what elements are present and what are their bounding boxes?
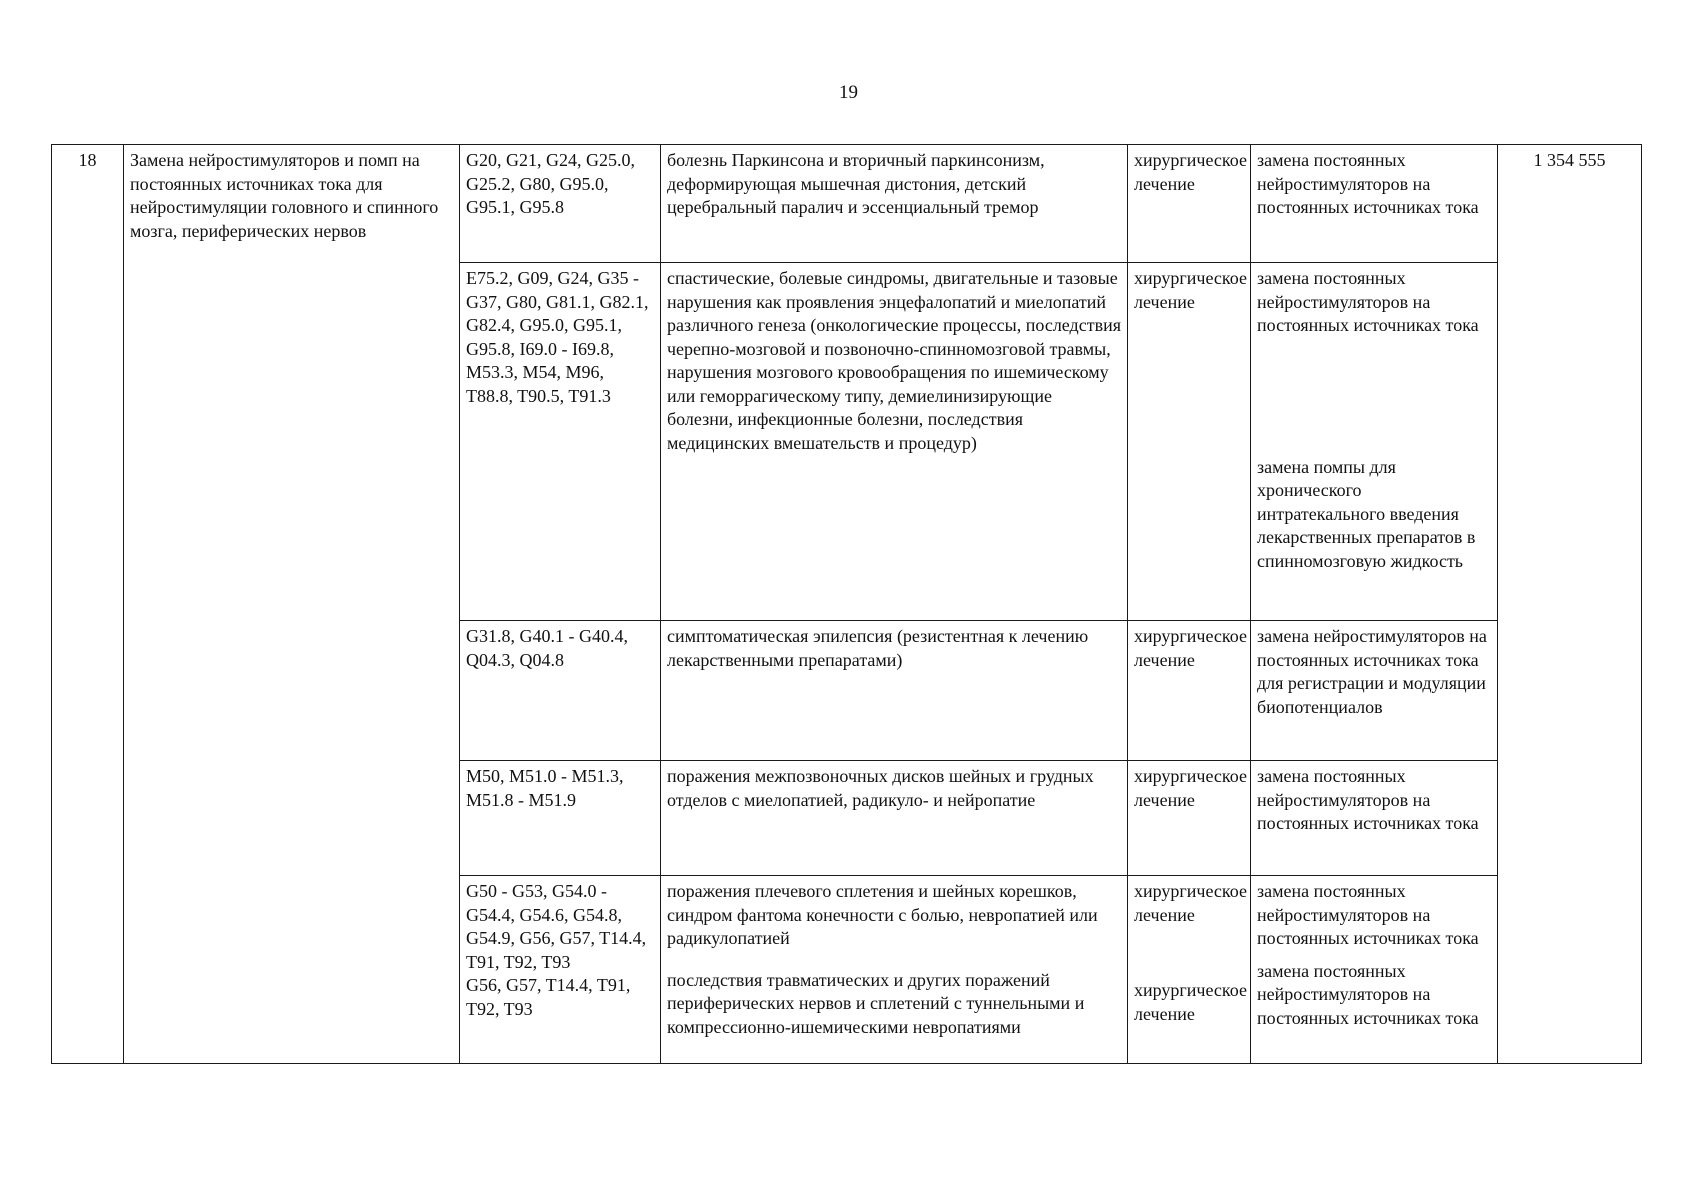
treatment-type: хирургическое лечение [1128, 621, 1251, 761]
row-number: 18 [52, 145, 124, 1064]
method-item: замена постоянных нейростимуляторов на постоянных источниках тока [1257, 960, 1479, 1028]
treatment-method: замена постоянных нейростимуляторов на постоянных источниках тока [1251, 761, 1498, 876]
table-row [52, 145, 1642, 263]
diagnosis [661, 876, 1128, 1064]
treatment-method: замена постоянных нейростимуляторов на постоянных источниках тока [1251, 145, 1498, 263]
icd-codes: G20, G21, G24, G25.0, G25.2, G80, G95.0, G95.1, G95.8 [460, 145, 661, 263]
treatment-item: хирургическое лечение [1134, 980, 1247, 1024]
page-number: 19 [839, 82, 858, 103]
icd-codes [460, 876, 661, 1064]
procedure-name: Замена нейростимуляторов и помп на постоянных источниках тока для нейростимуляции головного и спинного мозга, периферических нервов [124, 145, 460, 1064]
diagnosis: поражения межпозвоночных дисков шейных и грудных отделов с миелопатией, радикуло- и нейропатие [661, 761, 1128, 876]
code-item: G56, G57, T14.4, T91, T92, T93 [466, 975, 631, 1019]
icd-codes: E75.2, G09, G24, G35 - G37, G80, G81.1, G82.1, G82.4, G95.0, G95.1, G95.8, I69.0 - I69.8, M53.3, M54, M96, T88.8, T90.5, T91.3 [460, 263, 661, 621]
icd-codes: M50, M51.0 - M51.3, M51.8 - M51.9 [460, 761, 661, 876]
diagnosis: симптоматическая эпилепсия (резистентная к лечению лекарственными препаратами) [661, 621, 1128, 761]
price: 1 354 555 [1498, 145, 1642, 1064]
treatment-method [1251, 263, 1498, 621]
treatment-type: хирургическое лечение [1128, 761, 1251, 876]
code-item: G50 - G53, G54.0 - G54.4, G54.6, G54.8, G54.9, G56, G57, T14.4, T91, T92, T93 [466, 881, 647, 972]
icd-codes: G31.8, G40.1 - G40.4, Q04.3, Q04.8 [460, 621, 661, 761]
diagnosis: спастические, болевые синдромы, двигательные и тазовые нарушения как проявления энцефалопатий и миелопатий различного генеза (онкологические процессы, последствия черепно-мозговой и позвоночно-спинномозговой травмы, нарушения мозгового кровообращения по ишемическому или геморрагическому типу, демиелинизирующие болезни, инфекционные болезни, последствия медицинских вмешательств и процедур) [661, 263, 1128, 621]
treatment-type: хирургическое лечение [1128, 263, 1251, 621]
treatment-method [1251, 876, 1498, 1064]
procedures-table [51, 144, 1642, 1064]
treatment-method: замена нейростимуляторов на постоянных источниках тока для регистрации и модуляции биопотенциалов [1251, 621, 1498, 761]
method-item: замена постоянных нейростимуляторов на постоянных источниках тока [1257, 881, 1479, 948]
treatment-type: хирургическое лечение [1128, 145, 1251, 263]
diagnosis: болезнь Паркинсона и вторичный паркинсонизм, деформирующая мышечная дистония, детский церебральный паралич и эссенциальный тремор [661, 145, 1128, 263]
treatment-item: хирургическое лечение [1134, 881, 1247, 925]
diagnosis-item: поражения плечевого сплетения и шейных корешков, синдром фантома конечности с болью, невропатией или радикулопатией [667, 881, 1098, 948]
method-item: замена помпы для хронического интратекального введения лекарственных препаратов в спинномозговую жидкость [1257, 456, 1476, 571]
method-item: замена постоянных нейростимуляторов на постоянных источниках тока [1257, 268, 1479, 335]
diagnosis-item: последствия травматических и других поражений периферических нервов и сплетений с туннельными и компрессионно-ишемическими невропатиями [667, 969, 1085, 1037]
treatment-type [1128, 876, 1251, 1064]
